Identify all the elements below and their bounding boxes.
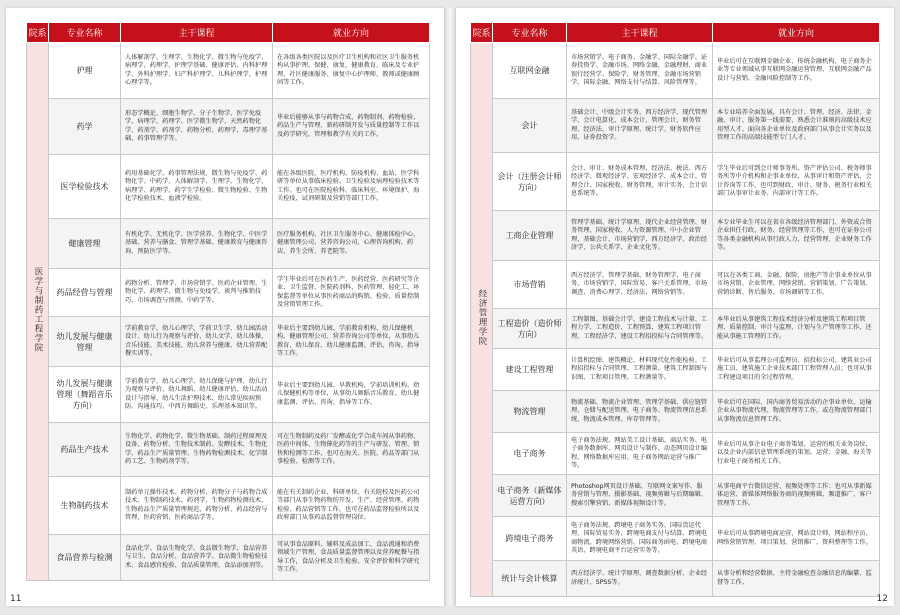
career-cell: 本毕业后从事建筑工程技术经济分析及建筑工程项目管理、质量控制、审计与监理、计划与生产管理等工作，还能从事施工管理的工作。 xyxy=(713,309,880,349)
header-dept: 院系 xyxy=(27,23,49,43)
courses-cell: 药用基础化学、药事管理法规、微生物与免疫学、药物化学、中药学、人体解剖学、生理学、生物化学、病理学、药理学、药学生学检验、微生物检验、生物化学检验技术、血液学检验。 xyxy=(121,155,273,219)
career-cell: 本专业培养全面发展，具有会计、管理、经济、法律、金融、审计、服务第一线需要、熟悉会计准则的高级技术应用型人才。面向各企业单位及政府部门从事会计实务以及管理工作的高端技能型专门人才。 xyxy=(713,99,880,153)
career-cell: 在各级各类医院以及医疗卫生机构和社区卫生服务机构从事护理、保健、康复、健康教育、临床及专业护理、社区健康服务、康复中心护理师、教师或健康顾问等工作。 xyxy=(273,43,430,99)
major-cell: 药品经营与管理 xyxy=(49,269,121,317)
table-row xyxy=(27,317,430,367)
table-row xyxy=(27,477,430,535)
table-row xyxy=(471,517,880,561)
courses-cell: 工程制图、基础会计学、建设工程技术与计量、工程力学、工程造价、工程预算、建筑工程项目管理、工程经济学、建设工程招投标与合同管理等。 xyxy=(567,309,713,349)
header-major: 专业名称 xyxy=(49,23,121,43)
major-cell: 市场营销 xyxy=(493,261,567,309)
career-cell: 本专业毕业生可以在省市各级经济管理部门、外资或合资企业担任行政、财务、经营管理等工作，也可在证券公司等各类金融机构从事行政人力、经营管理、企业财务工作等。 xyxy=(713,211,880,261)
career-cell: 毕业后可从事监理公司监理员、招投标公司、建筑业公司施工员、建筑施工企业技术部门工程管理人员；也可从事工程建设项目的全过程管理。 xyxy=(713,349,880,391)
department-name: 经济管理学院 xyxy=(477,289,487,347)
header-courses: 主干课程 xyxy=(121,23,273,43)
major-cell: 药品生产技术 xyxy=(49,423,121,477)
career-cell: 毕业后可在互联网金融企业、传统金融机构、电子商务企业等专业领域从事互联网金融运营管理、互联网金融产品设计与营销、金融风险控制等工作。 xyxy=(713,43,880,99)
table-row xyxy=(27,155,430,219)
career-cell: 可在生物制药及药厂发酵或化学合成车间从事药物、医药中间体、生物催化药等的生产与研发、管理、销售和检测等工作，也可在海关、医院、药品等部门从事检验、检测等工作。 xyxy=(273,423,430,477)
career-cell: 可以在各类工商、金融、保险、房地产等企事业单位从事市场营销、企业管理、网络营销、营销策划、广告策划、营销诊断、售后服务、市场调研等工作。 xyxy=(713,261,880,309)
table-row xyxy=(471,309,880,349)
header-dept: 院系 xyxy=(471,23,493,43)
table-row xyxy=(27,423,430,477)
career-cell: 毕业后可从事跨境电商运营、网站设计师、网站程序员、网络营销管理、项目策划、营销推广、资料整理等工作。 xyxy=(713,517,880,561)
courses-cell: 学前教育学、幼儿心理学、幼儿保健与护理、幼儿行为观察与评价、幼儿舞蹈、幼儿健康评估、幼儿活动设计与指导、幼儿生活护理技术、幼儿常见疾病预防、沟通技巧、中西方舞蹈史、乐理基本知识等。 xyxy=(121,367,273,423)
table-row xyxy=(471,433,880,475)
department-name: 医学与制药工程学院 xyxy=(33,267,43,353)
table-row xyxy=(471,391,880,433)
major-cell: 建设工程管理 xyxy=(493,349,567,391)
table-body-right xyxy=(471,43,880,597)
career-cell: 毕业后主要到幼儿园、早教机构、学前培训机构、幼儿保健机构等单位，从事幼儿舞蹈音乐教育、幼儿健康监测、评估、咨询、指导等工作。 xyxy=(273,367,430,423)
table-row xyxy=(471,43,880,99)
courses-cell: Photoshop网页设计基础、互联网文案写作、服务营销与管理、摄影基础、视频剪辑与后期编辑、搜索引擎营销、新媒体视频设计等。 xyxy=(567,475,713,517)
career-cell: 毕业后能够从事与药物合成、药物制剂、药物检验、药品生产与管理、新药研制开发与质量控制等工作以及药学研究、管理和教学有关的工作。 xyxy=(273,99,430,155)
major-cell: 药学 xyxy=(49,99,121,155)
career-cell: 能在有关制药企业、科研单位、有关院校及医药公司等部门从事生物药物的开发、生产、经营管理、药物检验、药品营销等工作，也可在药品监督检验所以及政府部门从事药品监督管理岗位。 xyxy=(273,477,430,535)
major-cell: 生物制药技术 xyxy=(49,477,121,535)
courses-cell: 西方经济学、管理学基础、财务管理学、电子商务、市场营销学、国际贸易、客户关系管理、市场调查、消费心理学、经济法、网络营销等。 xyxy=(567,261,713,309)
major-cell: 物流管理 xyxy=(493,391,567,433)
courses-cell: 物流基础、物流企业管理、管理学基础、供应链管理、仓储与配送管理、电子商务、物流管理信息系统、物流成本管理、库存管理等。 xyxy=(567,391,713,433)
career-cell: 医疗服务机构、社区卫生服务中心、健康体检中心、健康管理公司、营养咨询公司、心理咨询机构、药店、养生会所、养老院等。 xyxy=(273,219,430,269)
career-cell: 毕业后可从事企业电子商务策划、运营的相关业务岗位，以及企业内部信息管理系统的策划、运营；金融、海关等行业电子商务相关工作。 xyxy=(713,433,880,475)
table-row xyxy=(27,269,430,317)
major-cell: 统计与会计核算 xyxy=(493,561,567,597)
career-cell: 毕业后可在国际、国内商务贸易活动的企事业单位、运输企业从事物流代理、物流管理等工作，或在物流管理部门从事物流信息管理工作。 xyxy=(713,391,880,433)
table-row xyxy=(471,349,880,391)
page-left xyxy=(6,8,444,606)
page-right xyxy=(456,8,894,606)
career-cell: 毕业后主要到幼儿园、学前教育机构、幼儿保健机构、健康管理公司、营养咨询公司等单位，从事幼儿教育、幼儿保育、幼儿健康监测、评估、咨询、指导等工作。 xyxy=(273,317,430,367)
department-cell xyxy=(27,43,49,581)
courses-cell: 管理学基础、统计学原理、现代企业经营管理、财务管理、国家税收、人力资源管理、中小企业管理、基础会计、市场营销学、西方经济学、政治经济学、公共关系学、企业文化等。 xyxy=(567,211,713,261)
courses-cell: 基础会计、中级会计实务、西方经济学、现代管理学、会计电算化、成本会计、管理会计、财务管理、经济法、审计学原理、统计学、财务软件应用、证券投资学。 xyxy=(567,99,713,153)
table-header-row xyxy=(471,23,880,43)
major-cell: 互联网金融 xyxy=(493,43,567,99)
table-row xyxy=(27,99,430,155)
table-row xyxy=(471,211,880,261)
table-row xyxy=(471,475,880,517)
courses-cell: 计算机绘图、建筑概论、材料现代化性能检验、工程招投标与合同管理、工程测量、建筑工程制图与识图、工程项目管理、工程测量等。 xyxy=(567,349,713,391)
courses-cell: 市场营销学、电子商务、金融学、国际金融学、证券投资学、金融市场、网络金融、金融理财、商业银行经营学、保险学、财务管理、金融市场营销学、国际金融、网络支付与结算、风险管理等。 xyxy=(567,43,713,99)
courses-cell: 学前教育学、幼儿心理学、学前卫生学、幼儿园活动设计、幼儿行为观察与评价、幼儿文学、幼儿体操、音乐技能、美术技能、幼儿营养与健康、幼儿营养配餐实训等。 xyxy=(121,317,273,367)
major-cell: 食品营养与检测 xyxy=(49,535,121,581)
header-courses: 主干课程 xyxy=(567,23,713,43)
major-cell: 健康管理 xyxy=(49,219,121,269)
table-row xyxy=(471,561,880,597)
page-number: 11 xyxy=(10,594,22,604)
courses-cell: 电子商务法规、跨境电子商务实务、国际货运代理、国际贸易实务、跨境电商支付与结算、跨境电商物流、跨境网络营销、国际商务函电、跨境电商英语、跨境电商平台运营实务等。 xyxy=(567,517,713,561)
major-cell: 跨境电子商务 xyxy=(493,517,567,561)
courses-cell: 药物分析、管理学、市场营销学、医药企业管理、生物化学、药理学、微生物与免疫学、谈判与推销技巧、市场调查与预测、中药学等。 xyxy=(121,269,273,317)
book-spine xyxy=(444,8,456,606)
major-cell: 会计 xyxy=(493,99,567,153)
header-career: 就业方向 xyxy=(273,23,430,43)
major-cell: 电子商务 xyxy=(493,433,567,475)
header-major: 专业名称 xyxy=(493,23,567,43)
career-cell: 从事分析和经营数据、主持金融检查金融信息的编纂、监督等工作。 xyxy=(713,561,880,597)
table-body-left xyxy=(27,43,430,581)
curriculum-table-right xyxy=(470,22,880,597)
career-cell: 学生毕业后可在医药生产、医药经营、医药研究等企业、卫生监督、医院药剂科、医药管理、轻化工、环保监督等单位从事医药商品的购销、检验、质量控制及营销管理工作。 xyxy=(273,269,430,317)
career-cell: 可从事食品原料、辅料及成品加工、食品流通和消费领域生产管理、食品质量监督管理以及营养配餐与指导工作，食品分析及卫生检验、安全评价和科学研究等工作。 xyxy=(273,535,430,581)
major-cell: 会计（注册会计师方向） xyxy=(493,153,567,211)
courses-cell: 形态学概论、细胞生物学、分子生物学、医学免疫学、病理学、药理学、医学微生物学、天然药物化学、药剂学、药剂学、药物分析、药理学、毒理学基础、药事管理学等。 xyxy=(121,99,273,155)
major-cell: 医学检验技术 xyxy=(49,155,121,219)
table-row xyxy=(27,535,430,581)
table-row xyxy=(27,367,430,423)
career-cell: 从事电商平台微信运营、视频处理等工作；也可从事新媒体运营、新媒体网络服务商的视频剪辑、频道推广、客户管理等工作。 xyxy=(713,475,880,517)
courses-cell: 会计、审计、财务成本管理、经济法、税法、西方经济学、微观经济学、宏观经济学、成本会计、管理会计、国家税收、财务管理、审计实务、会计信息系统等。 xyxy=(567,153,713,211)
major-cell: 工商企业管理 xyxy=(493,211,567,261)
table-row xyxy=(471,99,880,153)
major-cell: 幼儿发展与健康管理 xyxy=(49,317,121,367)
career-cell: 学生毕业后可到会计师事务所、资产评估公司、税务师事务所等中介机构和企事业单位，从事审计和资产评估、会计咨询等工作，也可到财政、审计、财务、税务行业相关部门从事审计业务、内部审计等工作。 xyxy=(713,153,880,211)
table-row xyxy=(27,43,430,99)
table-row xyxy=(471,153,880,211)
table-row xyxy=(471,261,880,309)
courses-cell: 人体解剖学、生理学、生物化学、微生物与免疫学、病理学、药理学、护理学基础、健康评估、内科护理学、外科护理学、妇产科护理学、儿科护理学、护理心理学等。 xyxy=(121,43,273,99)
courses-cell: 有机化学、无机化学、医学营养、生物化学、中医学基础、营养与膳食、管理学基础、健康教育与健康咨询、预防医学等。 xyxy=(121,219,273,269)
courses-cell: 西方经济学、统计学原理、调查数据分析、企业经济统计、SPSS等。 xyxy=(567,561,713,597)
courses-cell: 制药单元操作技术、药物分析、药物分子与药物合成技术、生物制药技术、药剂学、生物药物检测技术、生物药品生产质量管理规范、药物分析、药品经营与管理、医药营销、医药商品学等。 xyxy=(121,477,273,535)
major-cell: 电子商务（新媒体运营方向） xyxy=(493,475,567,517)
major-cell: 幼儿发展与健康管理（舞蹈音乐方向） xyxy=(49,367,121,423)
major-cell: 护理 xyxy=(49,43,121,99)
curriculum-table-left xyxy=(26,22,430,581)
table-row xyxy=(27,219,430,269)
major-cell: 工程造价（造价师方向） xyxy=(493,309,567,349)
courses-cell: 电子商务法规、网站美工设计基础、商品实务、电子商务数据库、网页设计与制作、动态网页设计编程、网络数据库应用、电子商务网站运营与推广等。 xyxy=(567,433,713,475)
page-number: 12 xyxy=(876,594,888,604)
career-cell: 能在各级医院、医疗机构、防疫机构、血站、医学科研等单位从事临床检验、卫生检验及病理检验技术等工作。也可在医院检验科、临床科室、环境保护、海关检疫、试剂研制及营销等部门工作。 xyxy=(273,155,430,219)
courses-cell: 食品化学、食品生物化学、食品微生物学、食品营养与卫生、食品分析、食品营养学、食品微生物检验技术、食品感官检验、食品质量管理、食品添加剂等。 xyxy=(121,535,273,581)
table-header-row xyxy=(27,23,430,43)
header-career: 就业方向 xyxy=(713,23,880,43)
courses-cell: 生物化学、药物化学、微生物基础、制药过程原理及设备、药物分析、生物技术制药、发酵技术、生物化学、药品生产质量管理、生物药物检测技术、化学制药工艺、生物药剂学等。 xyxy=(121,423,273,477)
department-cell xyxy=(471,43,493,597)
